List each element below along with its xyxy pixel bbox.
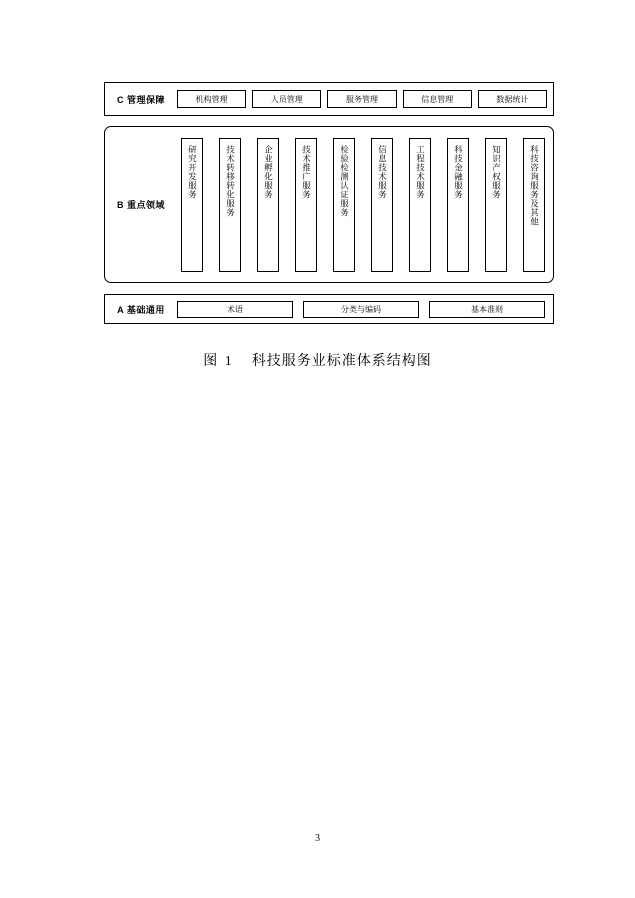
section-b-item — [523, 138, 545, 272]
section-b-item-label: 科技咨询服务及其他 — [529, 144, 540, 226]
section-a-item: 分类与编码 — [303, 301, 419, 318]
section-b-item-label: 研究开发服务 — [187, 144, 198, 199]
section-c-item: 服务管理 — [327, 90, 396, 108]
section-b-item-label: 企业孵化服务 — [263, 144, 274, 199]
diagram-section-b — [104, 126, 554, 283]
section-b-item — [181, 138, 203, 272]
section-a-items — [177, 301, 553, 318]
section-c-items — [177, 90, 553, 108]
section-c-item: 机构管理 — [177, 90, 246, 108]
section-b-item-label: 科技金融服务 — [453, 144, 464, 199]
section-b-item — [409, 138, 431, 272]
section-b-items — [177, 127, 549, 282]
section-a-item: 术语 — [177, 301, 293, 318]
figure-caption-number: 图 1 — [203, 354, 234, 369]
section-b-item-label: 知识产权服务 — [491, 144, 502, 199]
page-number: 3 — [315, 833, 320, 844]
figure-caption-title: 科技服务业标准体系结构图 — [251, 354, 432, 369]
diagram-section-c — [104, 82, 554, 116]
section-b-item — [485, 138, 507, 272]
section-b-item — [219, 138, 241, 272]
section-b-item-label: 信息技术服务 — [377, 144, 388, 199]
section-c-label: C 管理保障 — [116, 94, 165, 105]
section-b-item — [333, 138, 355, 272]
section-b-item-label: 检验检测认证服务 — [339, 144, 350, 217]
section-c-item: 人员管理 — [252, 90, 321, 108]
section-b-item — [447, 138, 469, 272]
diagram-section-a — [104, 294, 554, 324]
section-b-item — [257, 138, 279, 272]
section-b-item — [295, 138, 317, 272]
figure-caption — [0, 350, 635, 370]
section-b-item-label: 工程技术服务 — [415, 144, 426, 199]
section-b-label: B 重点领域 — [116, 200, 165, 210]
section-a-item: 基本准则 — [429, 301, 545, 318]
section-c-item: 数据统计 — [478, 90, 547, 108]
section-a-label: A 基础通用 — [117, 304, 165, 315]
section-b-item — [371, 138, 393, 272]
section-c-item: 信息管理 — [403, 90, 472, 108]
section-b-item-label: 技术转移转化服务 — [225, 144, 236, 217]
section-b-item-label: 技术推广服务 — [301, 144, 312, 199]
